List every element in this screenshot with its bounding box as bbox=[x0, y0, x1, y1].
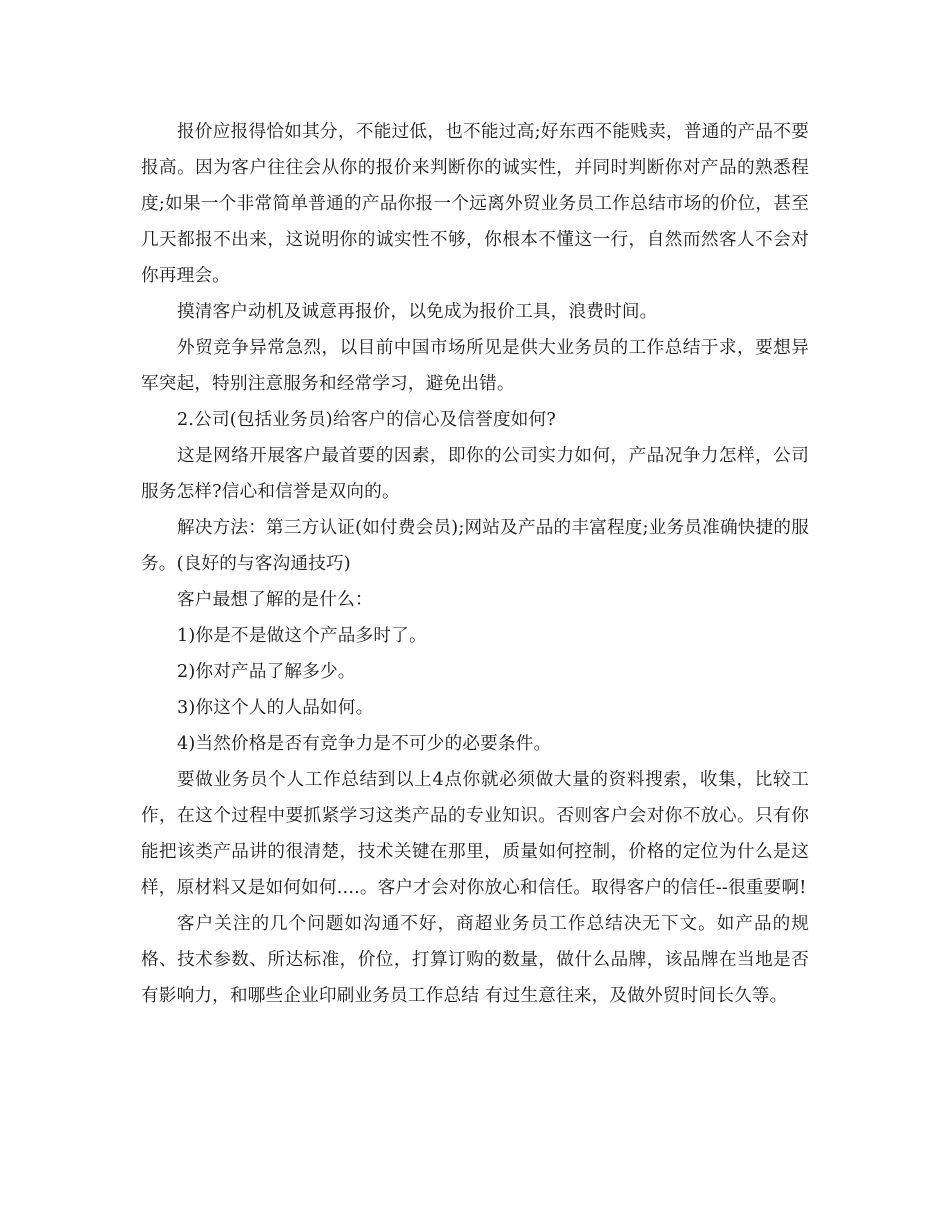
paragraph-quote-pricing: 报价应报得恰如其分，不能过低，也不能过高;好东西不能贱卖，普通的产品不要报高。因为客户往往会从你的报价来判断你的诚实性，并同时判断你对产品的熟悉程度;如果一个非常简单普通的产品你报一个远离外贸业务员工作总结市场的价位，甚至几天都报不出来，这说明你的诚实性不够，你根本不懂这一行，自然而然客人不会对你再理会。 bbox=[141, 122, 809, 286]
paragraph-customer-wants: 客户最想了解的是什么： bbox=[177, 590, 373, 610]
paragraph-research: 要做业务员个人工作总结到以上4点你就必须做大量的资料搜索，收集，比较工作，在这个过程中要抓紧学习这类产品的专业知识。否则客户会对你不放心。只有你能把该类产品讲的很清楚，技术关键在那里，质量如何控制，价格的定位为什么是这样，原材料又是如何如何....。客户才会对你放心和信任。取得客户的信任--很重要啊! bbox=[141, 770, 809, 898]
paragraph-competition: 外贸竞争异常急烈，以目前中国市场所见是供大业务员的工作总结于求，要想异军突起，特别注意服务和经常学习，避免出错。 bbox=[141, 338, 809, 394]
list-item-4: 4)当然价格是否有竞争力是不可少的必要条件。 bbox=[177, 734, 552, 754]
list-item-3: 3)你这个人的人品如何。 bbox=[177, 698, 374, 718]
document-body bbox=[141, 114, 809, 1014]
section-heading-company-credibility: 2.公司(包括业务员)给客户的信心及信誉度如何? bbox=[177, 410, 557, 430]
paragraph-customer-motive: 摸清客户动机及诚意再报价，以免成为报价工具，浪费时间。 bbox=[177, 302, 658, 322]
paragraph-network-factor: 这是网络开展客户最首要的因素，即你的公司实力如何，产品况争力怎样，公司服务怎样?信心和信誉是双向的。 bbox=[141, 446, 809, 502]
list-item-2: 2)你对产品了解多少。 bbox=[177, 662, 356, 682]
paragraph-customer-concerns: 客户关注的几个问题如沟通不好，商超业务员工作总结决无下文。如产品的规格、技术参数、所达标准，价位，打算订购的数量，做什么品牌，该品牌在当地是否有影响力，和哪些企业印刷业务员工作总结 有过生意往来，及做外贸时间长久等。 bbox=[141, 914, 809, 1006]
paragraph-solution: 解决方法：第三方认证(如付费会员);网站及产品的丰富程度;业务员准确快捷的服务。(良好的与客沟通技巧) bbox=[141, 518, 809, 574]
list-item-1: 1)你是不是做这个产品多时了。 bbox=[177, 626, 427, 646]
